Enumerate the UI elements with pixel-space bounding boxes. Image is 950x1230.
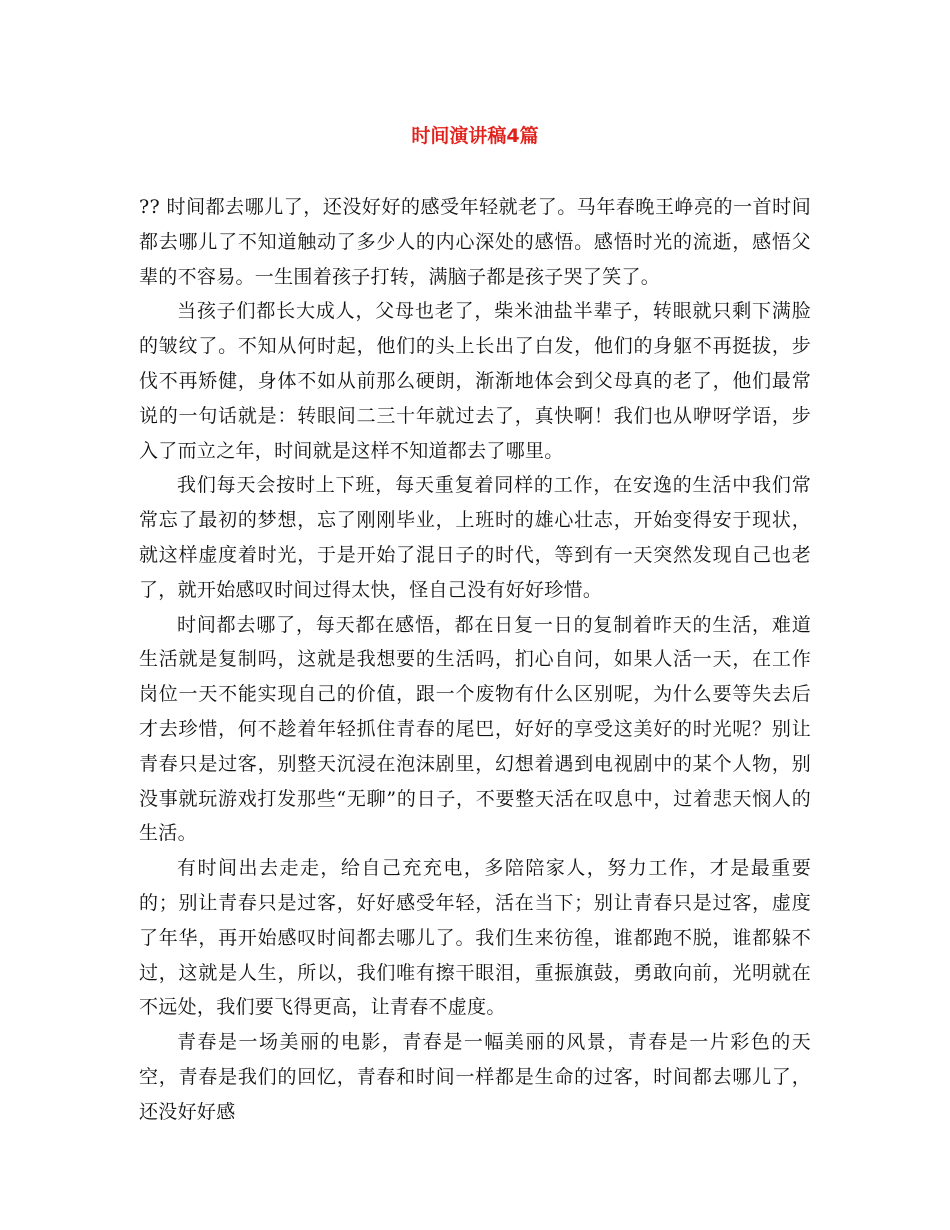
paragraph-2: 当孩子们都长大成人，父母也老了，柴米油盐半辈子，转眼就只剩下满脸的皱纹了。不知从何时起，他们的头上长出了白发，他们的身躯不再挺拔，步伐不再矫健，身体不如从前那么硬朗，渐渐地体会到父母真的老了，他们最常说的一句话就是：转眼间二三十年就过去了，真快啊！我们也从咿呀学语，步入了而立之年，时间就是这样不知道都去了哪里。	[139, 300, 811, 462]
document-body	[139, 190, 811, 1130]
document-title: 时间演讲稿4篇	[411, 125, 539, 147]
paragraph-1: ?? 时间都去哪儿了，还没好好的感受年轻就老了。马年春晚王峥亮的一首时间都去哪儿了不知道触动了多少人的内心深处的感悟。感悟时光的流逝，感悟父辈的不容易。一生围着孩子打转，满脑子都是孩子哭了笑了。	[139, 196, 811, 288]
paragraph-6: 青春是一场美丽的电影，青春是一幅美丽的风景，青春是一片彩色的天空，青春是我们的回忆，青春和时间一样都是生命的过客，时间都去哪儿了，还没好好感	[139, 1031, 811, 1123]
paragraph-4: 时间都去哪了，每天都在感悟，都在日复一日的复制着昨天的生活，难道生活就是复制吗，这就是我想要的生活吗，扪心自问，如果人活一天，在工作岗位一天不能实现自己的价值，跟一个废物有什么区别呢，为什么要等失去后才去珍惜，何不趁着年轻抓住青春的尾巴，好好的享受这美好的时光呢？别让青春只是过客，别整天沉浸在泡沫剧里，幻想着遇到电视剧中的某个人物，别没事就玩游戏打发那些“无聊”的日子，不要整天活在叹息中，过着悲天悯人的生活。	[139, 613, 811, 845]
paragraph-5: 有时间出去走走，给自己充充电，多陪陪家人，努力工作，才是最重要的；别让青春只是过客，好好感受年轻，活在当下；别让青春只是过客，虚度了年华，再开始感叹时间都去哪儿了。我们生来彷徨，谁都跑不脱，谁都躲不过，这就是人生，所以，我们唯有擦干眼泪，重振旗鼓，勇敢向前，光明就在不远处，我们要飞得更高，让青春不虚度。	[139, 857, 811, 1019]
paragraph-3: 我们每天会按时上下班，每天重复着同样的工作，在安逸的生活中我们常常忘了最初的梦想，忘了刚刚毕业，上班时的雄心壮志，开始变得安于现状，就这样虚度着时光，于是开始了混日子的时代，等到有一天突然发现自己也老了，就开始感叹时间过得太快，怪自己没有好好珍惜。	[139, 474, 811, 601]
